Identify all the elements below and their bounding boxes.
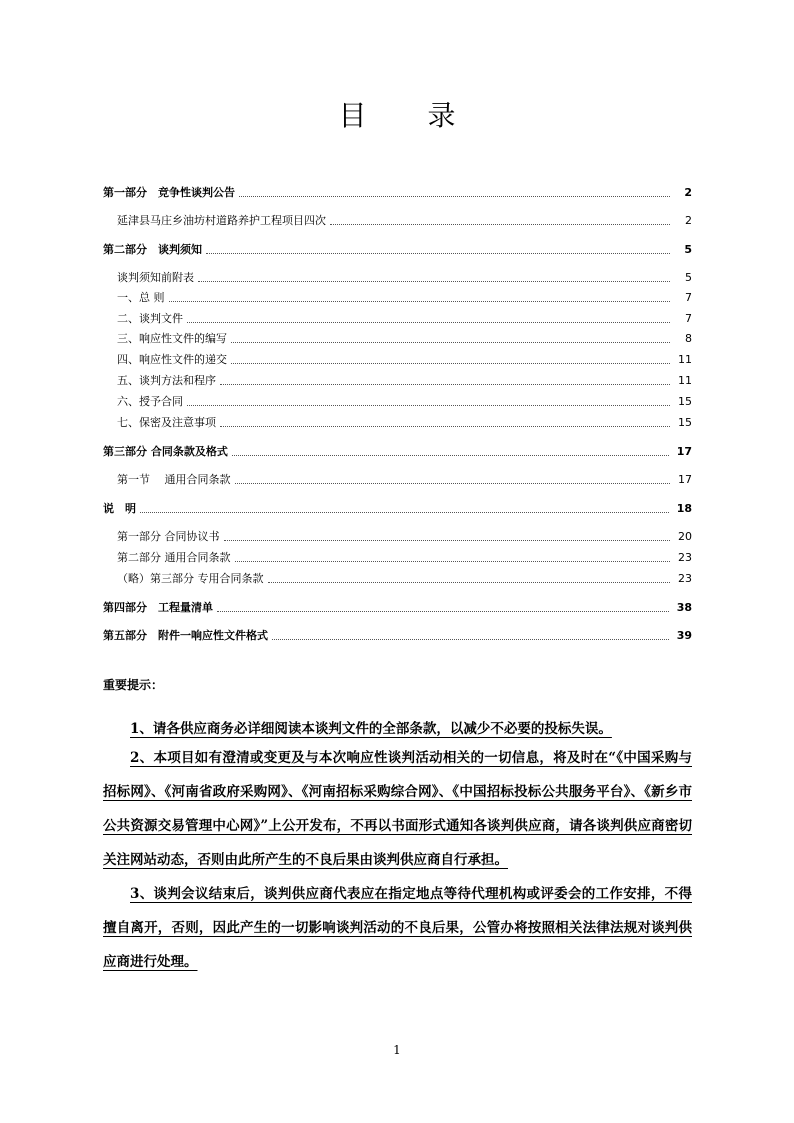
toc-entry[interactable] [103, 473, 692, 487]
toc-entry-page: 7 [685, 312, 692, 325]
toc-entry-label: 第一部分 竞争性谈判公告 [103, 186, 235, 199]
toc-leader-dots [330, 223, 670, 225]
toc-entry-label: 说 明 [103, 502, 136, 515]
toc-leader-dots [220, 383, 670, 385]
toc-leader-dots [217, 610, 669, 612]
toc-entry[interactable] [103, 332, 692, 346]
toc-entry-label: 第五部分 附件一响应性文件格式 [103, 629, 268, 642]
toc-entry-page: 2 [684, 186, 692, 199]
toc-entry[interactable] [103, 243, 692, 257]
page-number: 1 [393, 1043, 401, 1057]
toc-entry-label: 三、响应性文件的编写 [117, 332, 227, 345]
toc-entry-label: 第三部分 合同条款及格式 [103, 445, 228, 458]
toc-leader-dots [206, 252, 670, 254]
toc-leader-dots [224, 539, 671, 541]
notice-paragraph-3 [103, 877, 692, 979]
toc-entry-label: 一、总 则 [117, 291, 165, 304]
toc-leader-dots [231, 341, 670, 343]
toc-entry[interactable] [103, 530, 692, 544]
toc-entry-page: 5 [684, 243, 692, 256]
toc-entry[interactable] [103, 186, 692, 200]
toc-entry[interactable] [103, 291, 692, 305]
toc-entry[interactable] [103, 312, 692, 326]
toc-entry-page: 2 [685, 214, 692, 227]
toc-leader-dots [232, 454, 669, 456]
toc-entry-page: 18 [676, 502, 692, 515]
toc-leader-dots [140, 511, 669, 513]
toc-entry[interactable] [103, 572, 692, 586]
notice-paragraph-2 [103, 741, 692, 877]
toc-entry-page: 5 [685, 271, 692, 284]
toc-leader-dots [220, 425, 670, 427]
toc-leader-dots [268, 581, 671, 583]
toc-entry-label: 五、谈判方法和程序 [117, 374, 216, 387]
toc-entry-label: 四、响应性文件的递交 [117, 353, 227, 366]
toc-leader-dots [231, 362, 670, 364]
document-title: 目 录 [338, 99, 482, 132]
toc-entry[interactable] [103, 374, 692, 388]
notice-text-1: 1、请各供应商务必详细阅读本谈判文件的全部条款，以减少不必要的投标失误。 [130, 721, 612, 737]
toc-entry-label: 延津县马庄乡油坊村道路养护工程项目四次 [117, 214, 326, 227]
toc-entry-page: 17 [676, 445, 692, 458]
toc-entry[interactable] [103, 502, 692, 516]
toc-leader-dots [187, 404, 670, 406]
toc-entry-page: 11 [678, 353, 692, 366]
notice-text-3: 3、谈判会议结束后，谈判供应商代表应在指定地点等待代理机构或评委会的工作安排，不得擅自离开，否则，因此产生的一切影响谈判活动的不良后果，公管办将按照相关法律法规对谈判供应商进行处理。 [103, 886, 692, 970]
toc-entry[interactable] [103, 551, 692, 565]
toc-leader-dots [187, 321, 670, 323]
toc-entry-label: 第二部分 通用合同条款 [117, 551, 231, 564]
notice-text-2: 2、本项目如有澄清或变更及与本次响应性谈判活动相关的一切信息，将及时在“《中国采购与招标网》、《河南省政府采购网》、《河南招标采购综合网》、《中国招标投标公共服务平台》、《新乡市公共资源交易管理中心网》”上公开发布，不再以书面形式通知各谈判供应商，请各谈判供应商密切关注网站动态，否则由此所产生的不良后果由谈判供应商自行承担。 [103, 750, 692, 868]
notice-heading: 重要提示： [103, 678, 164, 692]
toc-entry-label: 第一节 通用合同条款 [117, 473, 231, 486]
toc-entry[interactable] [103, 629, 692, 643]
toc-entry-label: 二、谈判文件 [117, 312, 183, 325]
toc-entry-page: 39 [676, 629, 692, 642]
toc-leader-dots [198, 280, 670, 282]
toc-entry-label: 六、授予合同 [117, 395, 183, 408]
toc-entry[interactable] [103, 271, 692, 285]
toc-entry-page: 23 [678, 572, 692, 585]
toc-entry-label: 第二部分 谈判须知 [103, 243, 202, 256]
toc-leader-dots [235, 560, 671, 562]
toc-entry-label: 第一部分 合同协议书 [117, 530, 220, 543]
toc-entry-page: 8 [685, 332, 692, 345]
toc-entry-page: 17 [678, 473, 692, 486]
toc-entry-page: 15 [678, 416, 692, 429]
toc-entry-page: 38 [676, 601, 692, 614]
toc-entry[interactable] [103, 395, 692, 409]
toc-entry-label: （略）第三部分 专用合同条款 [117, 572, 264, 585]
toc-leader-dots [169, 300, 671, 302]
toc-leader-dots [239, 195, 670, 197]
toc-entry[interactable] [103, 601, 692, 615]
toc-entry[interactable] [103, 353, 692, 367]
toc-entry-page: 7 [685, 291, 692, 304]
toc-entry-label: 第四部分 工程量清单 [103, 601, 213, 614]
toc-entry-label: 谈判须知前附表 [117, 271, 194, 284]
toc-entry-page: 20 [678, 530, 692, 543]
toc-entry-page: 11 [678, 374, 692, 387]
toc-entry-page: 23 [678, 551, 692, 564]
toc-entry[interactable] [103, 445, 692, 459]
toc-entry[interactable] [103, 214, 692, 228]
toc-entry-label: 七、保密及注意事项 [117, 416, 216, 429]
toc-leader-dots [235, 482, 671, 484]
toc-entry[interactable] [103, 416, 692, 430]
toc-leader-dots [272, 638, 669, 640]
toc-entry-page: 15 [678, 395, 692, 408]
